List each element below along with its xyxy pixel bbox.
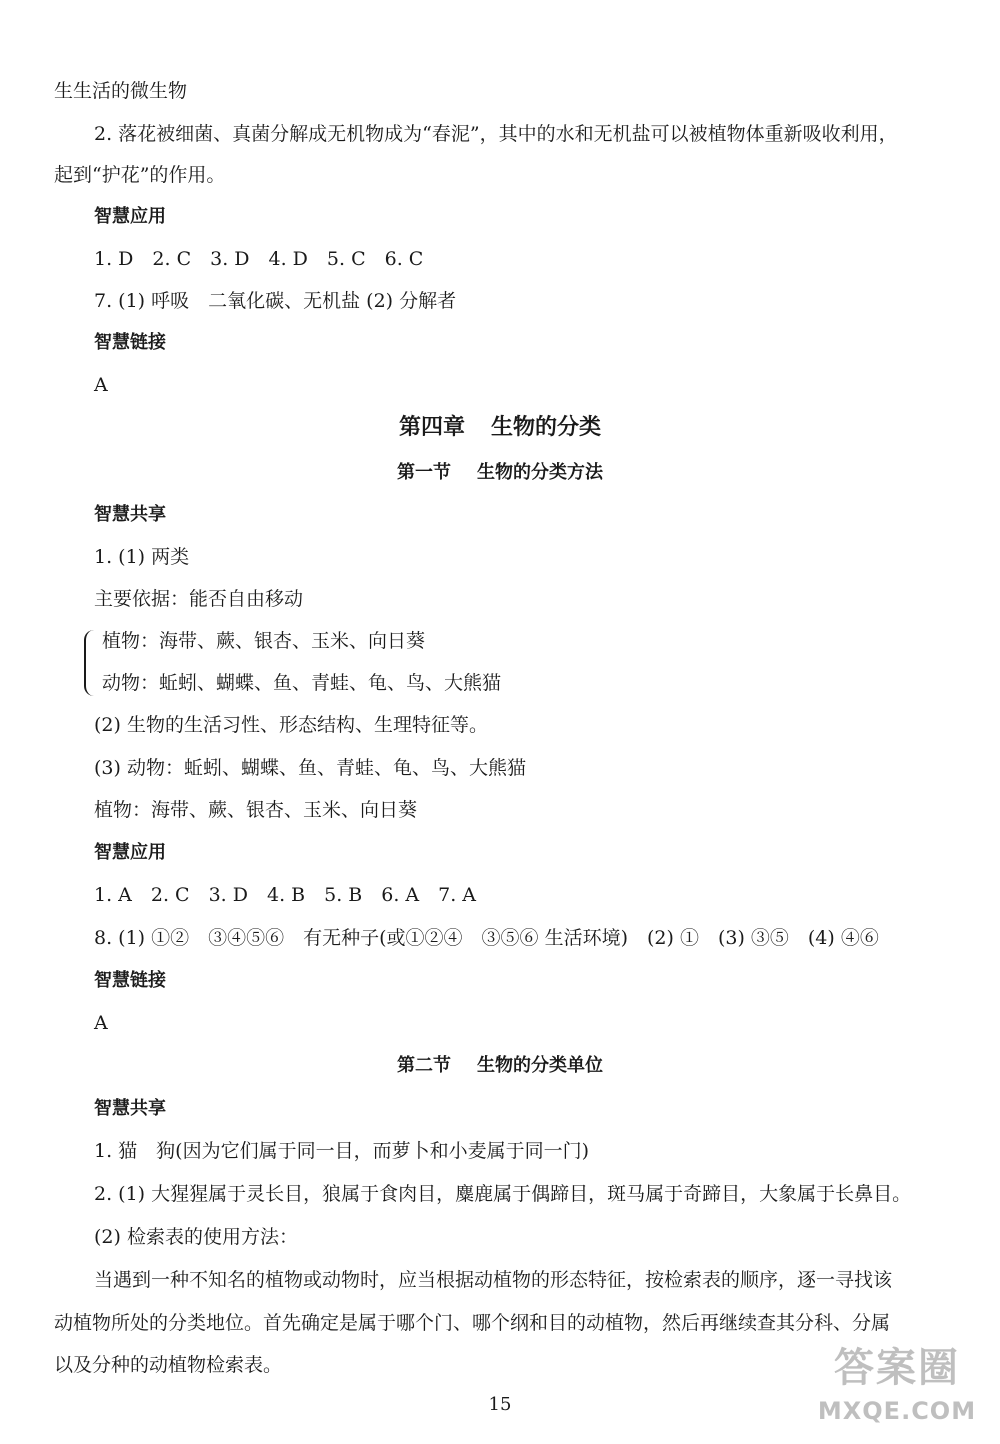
watermark-url: MXQE.COM [817,1397,977,1425]
answer-line: 动物：蚯蚓、蝴蝶、鱼、青蛙、龟、鸟、大熊猫 [102,672,502,694]
section-heading: 智慧链接 [94,332,166,353]
answer-line: 2. (1) 大猩猩属于灵长目，狼属于食肉目，麋鹿属于偶蹄目，斑马属于奇蹄目，大象属于长鼻目。 [94,1183,912,1205]
watermark-logo [802,1342,992,1438]
answer-line: 植物：海带、蕨、银杏、玉米、向日葵 [94,799,418,821]
section-name: 生物的分类单位 [477,1055,603,1076]
answer-line: (2) 检索表的使用方法： [94,1226,298,1248]
section-heading: 智慧共享 [94,1098,166,1119]
answer-line: 7. (1) 呼吸 二氧化碳、无机盐 (2) 分解者 [94,290,457,312]
answer-line: 动植物所处的分类地位。首先确定是属于哪个门、哪个纲和目的动植物，然后再继续查其分科、分属 [54,1312,891,1334]
answer-line: (3) 动物：蚯蚓、蝴蝶、鱼、青蛙、龟、鸟、大熊猫 [94,757,526,779]
section-number: 第二节 [397,1055,451,1076]
answer-line: 当遇到一种不知名的植物或动物时，应当根据动植物的形态特征，按检索表的顺序，逐一寻找该 [94,1269,893,1291]
answer-line: (2) 生物的生活习性、形态结构、生理特征等。 [94,714,488,736]
section-heading: 智慧共享 [94,504,166,525]
answer-line: 8. (1) ①② ③④⑤⑥ 有无种子(或①②④ ③⑤⑥ 生活环境) (2) ① (3) ③⑤ (4) ④⑥ [94,927,879,949]
section-name: 生物的分类方法 [477,462,603,483]
answer-line: 1. 猫 狗(因为它们属于同一目，而萝卜和小麦属于同一门) [94,1140,589,1162]
answer-line: 以及分种的动植物检索表。 [54,1354,283,1376]
page-number: 15 [488,1394,512,1415]
section-number: 第一节 [397,462,451,483]
section-title [0,460,1000,486]
answer-line: 主要依据：能否自由移动 [94,588,304,610]
text-line: 生生活的微生物 [54,80,188,102]
text-line: 起到“护花”的作用。 [54,164,226,186]
chapter-title [0,415,1000,441]
text-line: 2. 落花被细菌、真菌分解成无机物成为“春泥”，其中的水和无机盐可以被植物体重新吸收利用， [94,123,898,145]
section-heading: 智慧应用 [94,842,166,863]
answer-line: A [94,374,108,396]
chapter-name: 生物的分类 [491,415,602,440]
answer-line: 植物：海带、蕨、银杏、玉米、向日葵 [102,630,426,652]
section-heading: 智慧应用 [94,206,166,227]
answer-line: 1. D 2. C 3. D 4. D 5. C 6. C [94,248,424,270]
section-title [0,1053,1000,1079]
answer-line: 1. (1) 两类 [94,546,190,568]
answer-line: A [94,1012,108,1034]
answer-line: 1. A 2. C 3. D 4. B 5. B 6. A 7. A [94,884,477,906]
chapter-number: 第四章 [398,415,465,440]
brace-bracket [84,630,98,696]
section-heading: 智慧链接 [94,970,166,991]
watermark-text: 答案圈 [834,1345,960,1391]
